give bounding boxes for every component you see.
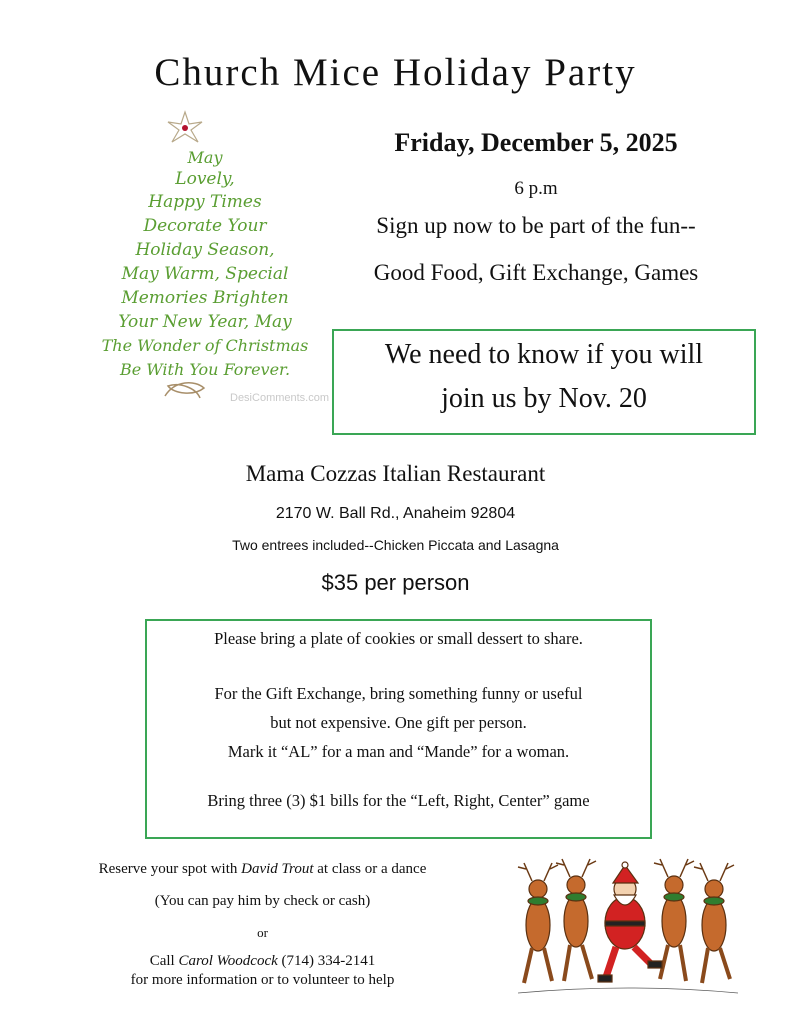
reserve-line (70, 861, 455, 878)
tree-line: Your New Year, May (118, 312, 292, 332)
tree-trunk-scribble-icon (160, 378, 210, 402)
tree-line: Memories Brighten (121, 288, 289, 308)
venue-address: 2170 W. Ball Rd., Anaheim 92804 (275, 505, 516, 522)
gift-note-1: For the Gift Exchange, bring something funny or useful (214, 684, 583, 703)
reserve-text: Reserve your spot with (98, 861, 242, 877)
payment-line: (You can pay him by check or cash) (154, 893, 371, 909)
tree-line: Decorate Your (143, 216, 267, 236)
santa-reindeer-illustration (514, 853, 742, 1001)
call-text: Call (149, 953, 179, 969)
gift-note-2: but not expensive. One gift per person. (270, 713, 527, 732)
entrees-text: Two entrees included--Chicken Piccata and Lasagna (232, 537, 559, 553)
tree-line: Happy Times (148, 192, 262, 212)
page-title: Church Mice Holiday Party (154, 51, 637, 94)
instructions-box (145, 619, 652, 839)
christmas-word-tree (55, 110, 355, 410)
info-line: for more information or to volunteer to help (130, 972, 395, 988)
rsvp-line-1: We need to know if you will (384, 339, 704, 370)
tree-line: The Wonder of Christmas (101, 336, 309, 355)
activities-text: Good Food, Gift Exchange, Games (373, 260, 699, 285)
tree-line: Lovely, (175, 169, 235, 189)
event-date: Friday, December 5, 2025 (394, 128, 678, 157)
image-credit: DesiComments.com (230, 392, 330, 404)
tree-line: May Warm, Special (121, 264, 289, 284)
price-text: $35 per person (321, 570, 470, 595)
or-line: or (257, 925, 268, 940)
event-time: 6 p.m (514, 178, 558, 199)
signup-text: Sign up now to be part of the fun-- (376, 213, 696, 238)
contact-name: Carol Woodcock (178, 953, 278, 969)
tree-line: Be With You Forever. (119, 360, 291, 379)
venue-name: Mama Cozzas Italian Restaurant (245, 461, 546, 486)
tree-line: Holiday Season, (135, 240, 275, 260)
call-line (70, 953, 455, 970)
rsvp-line-2: join us by Nov. 20 (441, 383, 647, 414)
contact-name: David Trout (241, 861, 314, 877)
rsvp-box (332, 329, 756, 435)
gift-note-3: Mark it “AL” for a man and “Mande” for a woman. (227, 742, 570, 761)
phone-number: (714) 334-2141 (277, 953, 376, 969)
bills-note: Bring three (3) $1 bills for the “Left, Right, Center” game (207, 791, 590, 810)
tree-line: May (187, 148, 223, 167)
dessert-note: Please bring a plate of cookies or small dessert to share. (214, 629, 583, 648)
star-ornament-icon (160, 110, 210, 146)
reserve-text: at class or a dance (313, 861, 427, 877)
